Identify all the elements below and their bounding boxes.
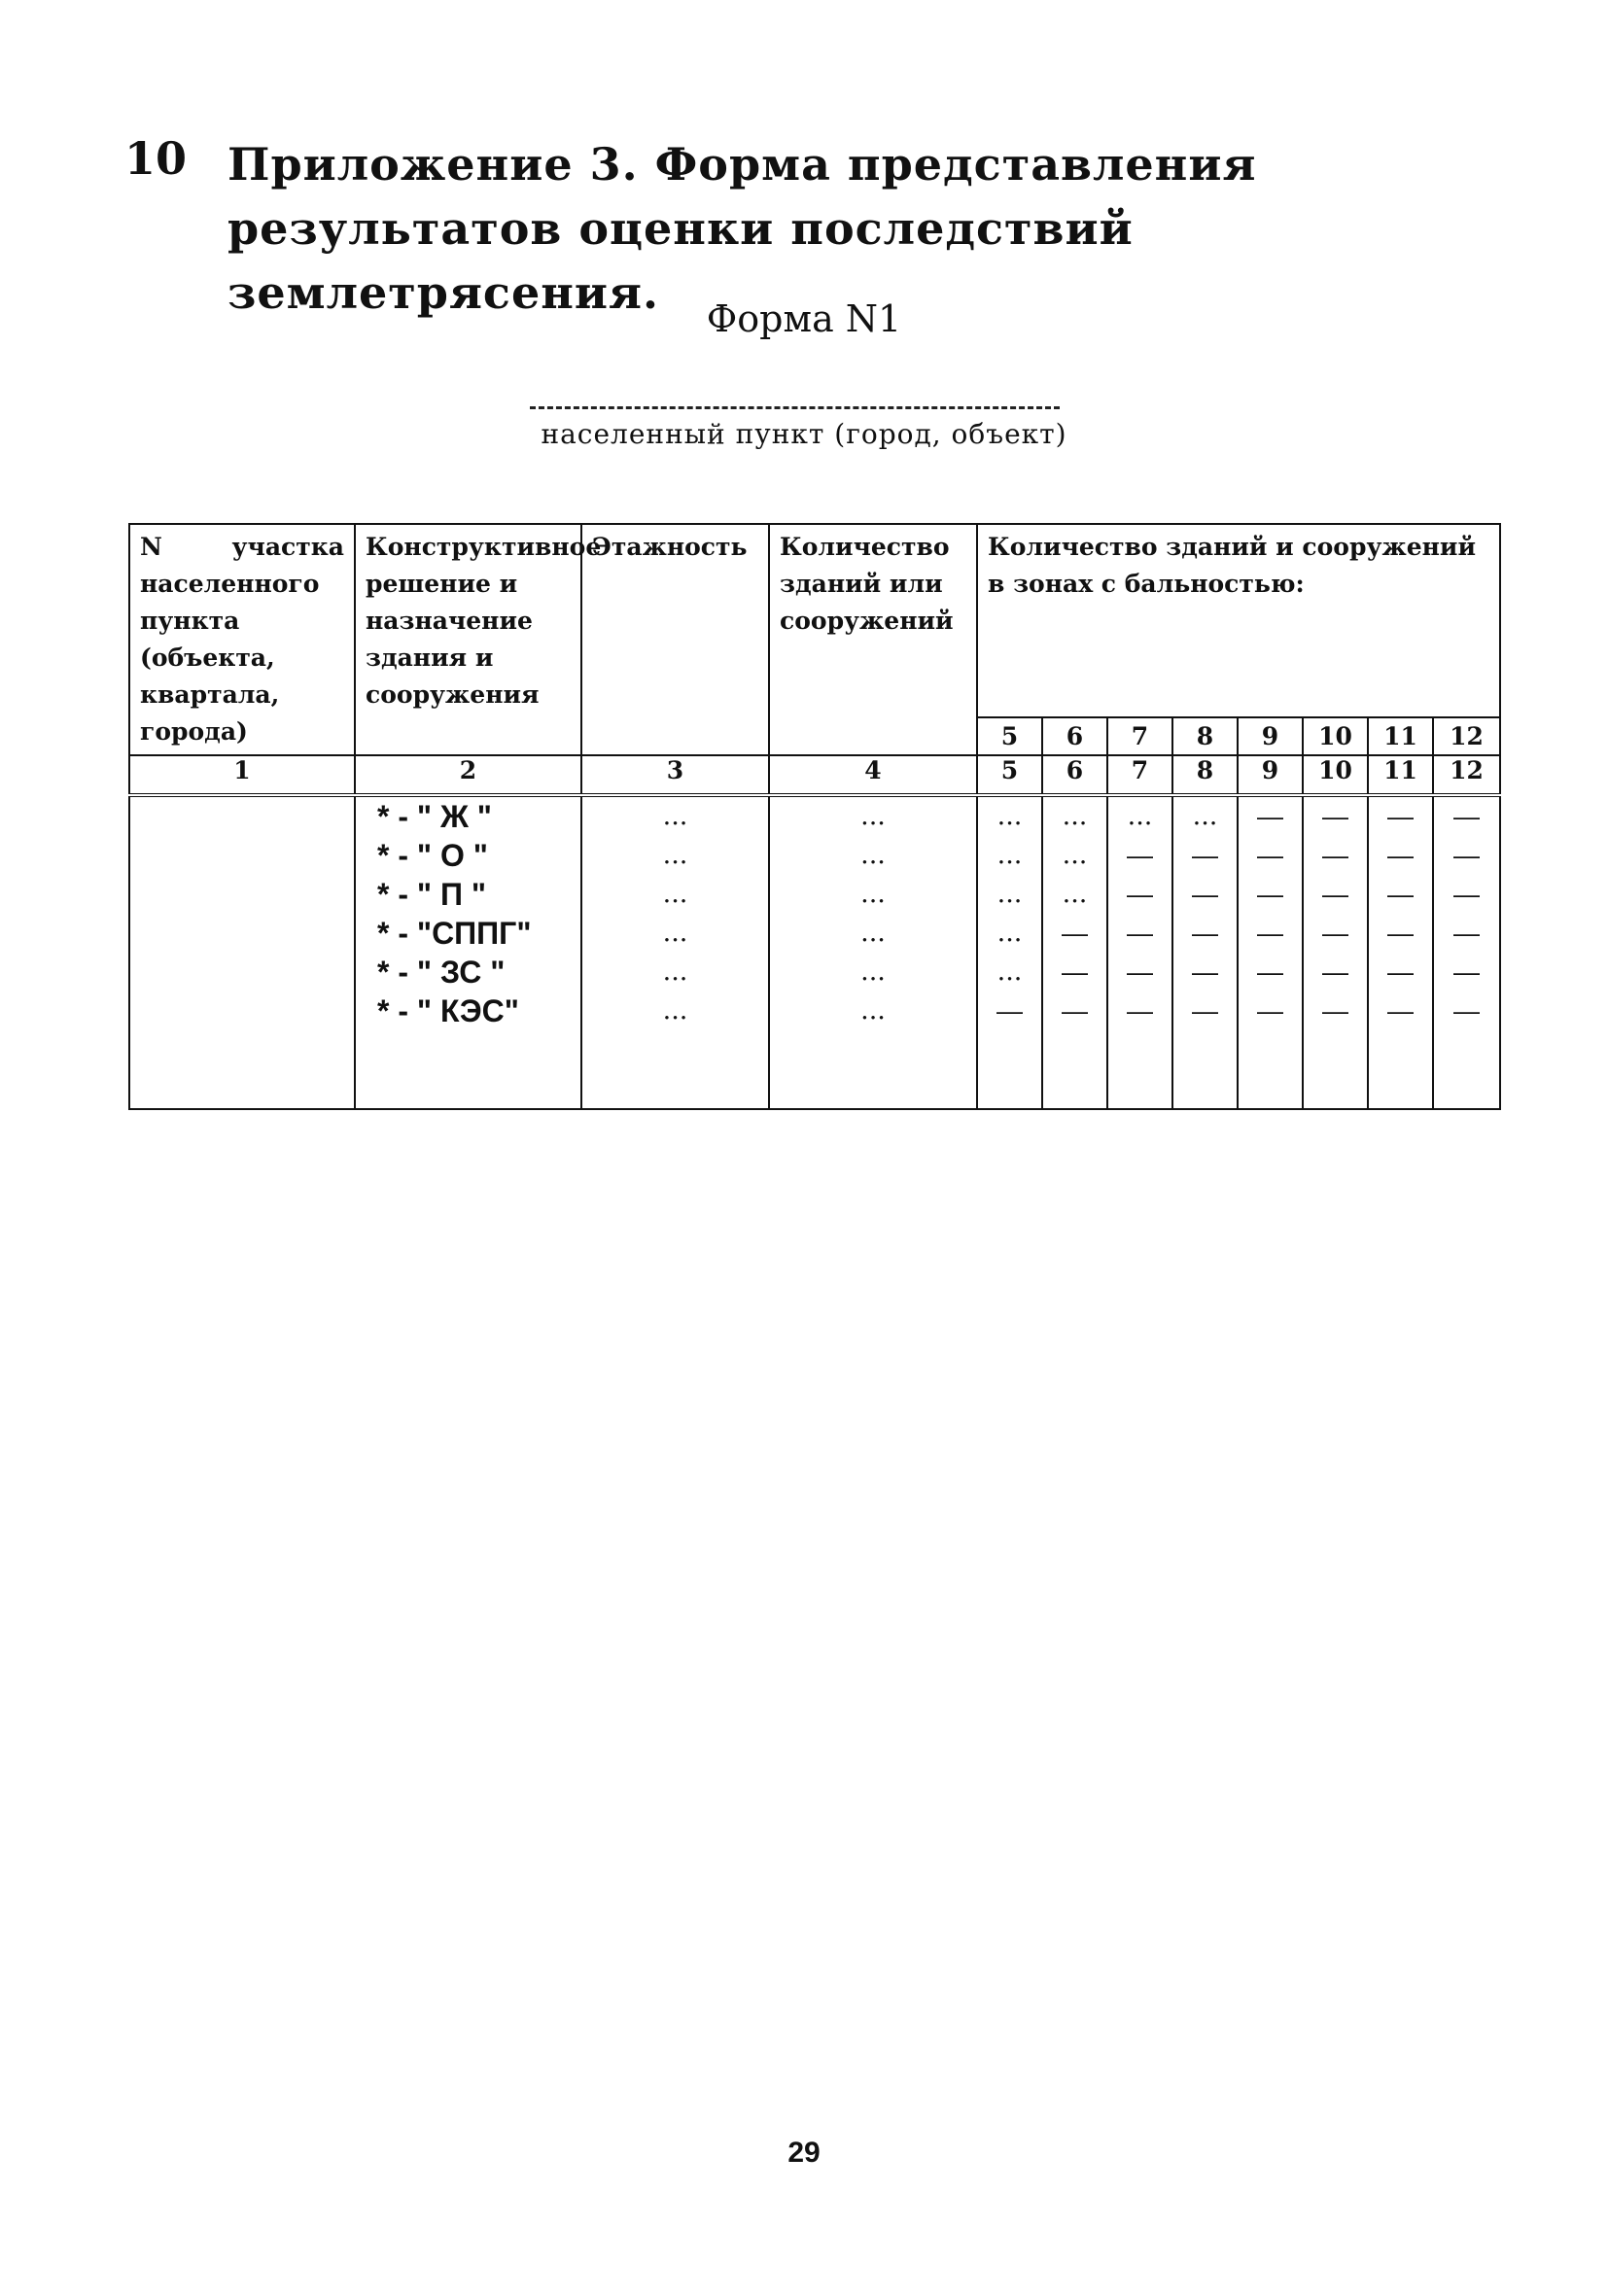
zone-label: 9 [1238, 717, 1303, 755]
zone-value: — [1192, 996, 1218, 1026]
body-row [129, 795, 1500, 1109]
header-zones: Количество зданий и сооружений в зонах с бальностью: [977, 524, 1500, 717]
storeys-value: ... [662, 801, 688, 831]
section-title: Приложение 3. Форма представления результатов оценки последствий землетрясения. [227, 138, 1257, 319]
zone-value: ... [1127, 801, 1153, 831]
zone-value: — [1062, 957, 1088, 987]
zone-value: — [1387, 996, 1414, 1026]
count-value: ... [860, 918, 886, 948]
count-value: ... [860, 879, 886, 909]
header-row [129, 524, 1500, 717]
zone-value: ... [1062, 801, 1088, 831]
results-form-table [128, 523, 1501, 1110]
zone-value: ... [996, 840, 1023, 870]
column-number: 10 [1303, 755, 1368, 795]
zone-value: — [1387, 919, 1414, 948]
column-number: 12 [1433, 755, 1500, 795]
header-col-2: Конструктивное решение и назначение здания и сооружения [355, 524, 581, 755]
count-value: ... [860, 840, 886, 870]
zone-value: — [1387, 880, 1414, 909]
zone-label: 5 [977, 717, 1042, 755]
zone-value: — [1453, 802, 1481, 831]
zone-value: — [1192, 880, 1218, 909]
zone-value: — [1453, 919, 1481, 948]
zone-value: — [1127, 996, 1153, 1026]
zone-value: — [1127, 841, 1153, 870]
zone-value: — [996, 996, 1023, 1026]
building-type: * - " КЭС" [377, 993, 519, 1028]
zone-label: 8 [1172, 717, 1238, 755]
zone-value: — [1453, 841, 1481, 870]
zone-value: — [1127, 880, 1153, 909]
building-type: * - " ЗС " [377, 955, 506, 990]
zone-value: — [1453, 880, 1481, 909]
zone-label: 12 [1433, 717, 1500, 755]
header-col-3: Этажность [581, 524, 769, 755]
column-number: 1 [129, 755, 355, 795]
zone-value: ... [996, 918, 1023, 948]
count-value: ... [860, 957, 886, 987]
zone-5-cell [977, 795, 1042, 1109]
zone-value: ... [1062, 879, 1088, 909]
column-number: 9 [1238, 755, 1303, 795]
zone-10-cell [1303, 795, 1368, 1109]
zone-value: — [1192, 957, 1218, 987]
column-number: 5 [977, 755, 1042, 795]
zone-value: — [1257, 919, 1283, 948]
zone-value: — [1387, 802, 1414, 831]
column-number: 2 [355, 755, 581, 795]
storeys-value: ... [662, 840, 688, 870]
column-number: 7 [1107, 755, 1172, 795]
zone-6-cell [1042, 795, 1107, 1109]
zone-value: — [1453, 957, 1481, 987]
zone-7-cell [1107, 795, 1172, 1109]
building-type: * - "СППГ" [377, 916, 532, 951]
zone-value: ... [1062, 840, 1088, 870]
zone-value: — [1257, 957, 1283, 987]
plot-number-cell [129, 795, 355, 1109]
column-number: 8 [1172, 755, 1238, 795]
building-type: * - " О " [377, 838, 488, 873]
counts-cell [769, 795, 977, 1109]
storeys-value: ... [662, 879, 688, 909]
zone-9-cell [1238, 795, 1303, 1109]
zone-value: — [1257, 880, 1283, 909]
column-number-row [129, 755, 1500, 795]
storeys-value: ... [662, 995, 688, 1026]
zone-value: — [1127, 957, 1153, 987]
count-value: ... [860, 995, 886, 1026]
zone-value: — [1322, 996, 1348, 1026]
header-col-1: N участка населенного пункта (объекта, квартала, города) [129, 524, 355, 755]
zone-label: 10 [1303, 717, 1368, 755]
zone-value: — [1257, 802, 1283, 831]
zone-value: — [1257, 841, 1283, 870]
zone-value: ... [996, 801, 1023, 831]
zone-value: — [1387, 841, 1414, 870]
zone-value: ... [1192, 801, 1218, 831]
zone-value: — [1322, 880, 1348, 909]
zone-value: — [1062, 919, 1088, 948]
zone-8-cell [1172, 795, 1238, 1109]
zone-12-cell [1433, 795, 1500, 1109]
zone-label: 11 [1368, 717, 1433, 755]
building-type: * - " Ж " [377, 799, 492, 834]
storeys-value: ... [662, 918, 688, 948]
storeys-cell [581, 795, 769, 1109]
building-types-cell [355, 795, 581, 1109]
column-number: 6 [1042, 755, 1107, 795]
zone-value: — [1453, 996, 1481, 1026]
column-number: 4 [769, 755, 977, 795]
zone-value: ... [996, 879, 1023, 909]
zone-11-cell [1368, 795, 1433, 1109]
place-caption: населенный пункт (город, объект) [541, 418, 1067, 450]
zone-value: — [1257, 996, 1283, 1026]
zone-label: 6 [1042, 717, 1107, 755]
blank-fill-line [530, 406, 1060, 409]
zone-value: — [1192, 919, 1218, 948]
zone-value: — [1062, 996, 1088, 1026]
form-title: Форма N1 [706, 297, 902, 340]
column-number: 11 [1368, 755, 1433, 795]
header-col-4: Количество зданий или сооружений [769, 524, 977, 755]
section-number: 10 [124, 132, 188, 185]
zone-value: — [1322, 919, 1348, 948]
column-number: 3 [581, 755, 769, 795]
storeys-value: ... [662, 957, 688, 987]
zone-value: ... [996, 957, 1023, 987]
zone-label: 7 [1107, 717, 1172, 755]
zone-value: — [1322, 841, 1348, 870]
zone-value: — [1192, 841, 1218, 870]
zone-value: — [1322, 957, 1348, 987]
zone-value: — [1127, 919, 1153, 948]
page-number: 29 [787, 2137, 821, 2169]
zone-value: — [1322, 802, 1348, 831]
zone-value: — [1387, 957, 1414, 987]
count-value: ... [860, 801, 886, 831]
building-type: * - " П " [377, 877, 487, 912]
